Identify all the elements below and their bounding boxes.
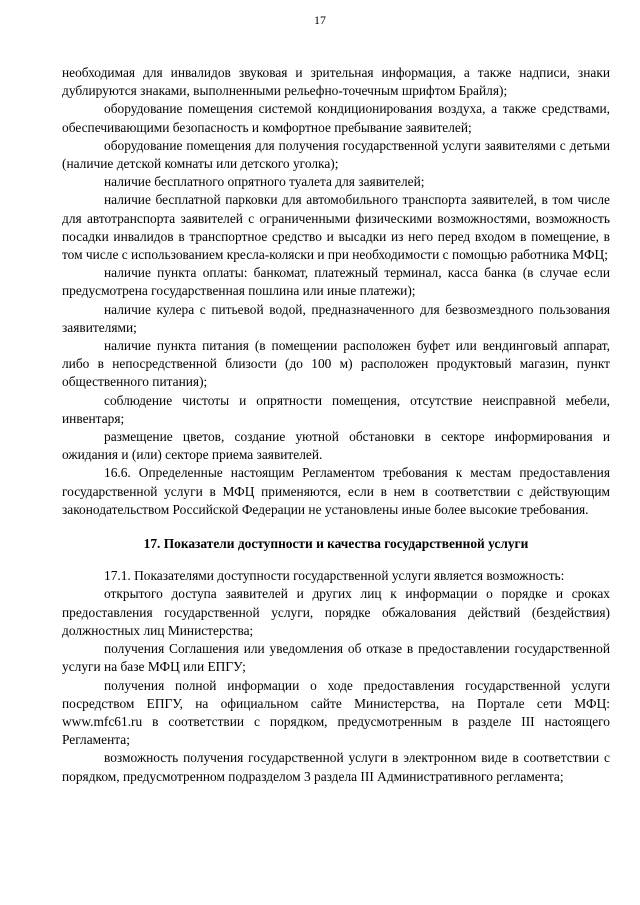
- paragraph: оборудование помещения системой кондиционирования воздуха, а также средствами, обеспечивающими безопасность и комфортное пребывание заявителей;: [62, 101, 610, 135]
- page-number: 17: [314, 13, 326, 27]
- paragraph: размещение цветов, создание уютной обстановки в секторе информирования и ожидания и (или) секторе приема заявителей.: [62, 429, 610, 463]
- paragraph: наличие бесплатного опрятного туалета для заявителей;: [104, 174, 425, 190]
- page-content: [62, 64, 610, 786]
- paragraph: наличие пункта оплаты: банкомат, платежный терминал, касса банка (в случае если предусмотрена государственная пошлина или иные платежи);: [62, 265, 610, 299]
- paragraph: получения Соглашения или уведомления об отказе в предоставлении государственной услуги на базе МФЦ или ЕПГУ;: [62, 641, 610, 675]
- paragraph: открытого доступа заявителей и других лиц к информации о порядке и сроках предоставления государственной услуги, порядке обжалования действий (бездействия) должностных лиц Министерства;: [62, 586, 610, 638]
- paragraph: наличие бесплатной парковки для автомобильного транспорта заявителей, в том числе для автотранспорта заявителей с ограниченными физическими возможностями, возможность посадки инвалидов в транспортное средство и высадки из него перед входом в помещение, в том числе с использованием кресла-коляски и при необходимости с помощью работника МФЦ;: [62, 192, 610, 263]
- paragraph: 16.6. Определенные настоящим Регламентом требования к местам предоставления государственной услуги в МФЦ применяются, если в нем в соответствии с действующим законодательством Российской Федерации не установлены иные более высокие требования.: [62, 465, 610, 517]
- section-heading: 17. Показатели доступности и качества государственной услуги: [143, 536, 529, 552]
- paragraph: наличие пункта питания (в помещении расположен буфет или вендинговый аппарат, либо в непосредственной близости (до 100 м) расположен продуктовый магазин, пункт общественного питания);: [62, 338, 610, 390]
- paragraph: соблюдение чистоты и опрятности помещения, отсутствие неисправной мебели, инвентаря;: [62, 392, 610, 426]
- paragraph: возможность получения государственной услуги в электронном виде в соответствии с порядком, предусмотренном подразделом 3 раздела III Административного регламента;: [62, 750, 610, 784]
- paragraph: наличие кулера с питьевой водой, предназначенного для безвозмездного пользования заявителями;: [62, 301, 610, 335]
- paragraph: 17.1. Показателями доступности государственной услуги является возможность:: [104, 568, 565, 584]
- requirements-list: [62, 64, 610, 519]
- paragraph: получения полной информации о ходе предоставления государственной услуги посредством ЕПГУ, на официальном сайте Министерства, на Портале сети МФЦ: www.mfc61.ru в соответствии с порядком, предусмотренным в разделе III настоящего Регламента;: [62, 677, 610, 748]
- accessibility-indicators-list: [62, 567, 610, 785]
- paragraph: необходимая для инвалидов звуковая и зрительная информация, а также надписи, знаки дублируются знаками, выполненными рельефно-точечным шрифтом Брайля);: [62, 65, 610, 99]
- paragraph: оборудование помещения для получения государственной услуги заявителями с детьми (наличие детской комнаты или детского уголка);: [62, 137, 610, 172]
